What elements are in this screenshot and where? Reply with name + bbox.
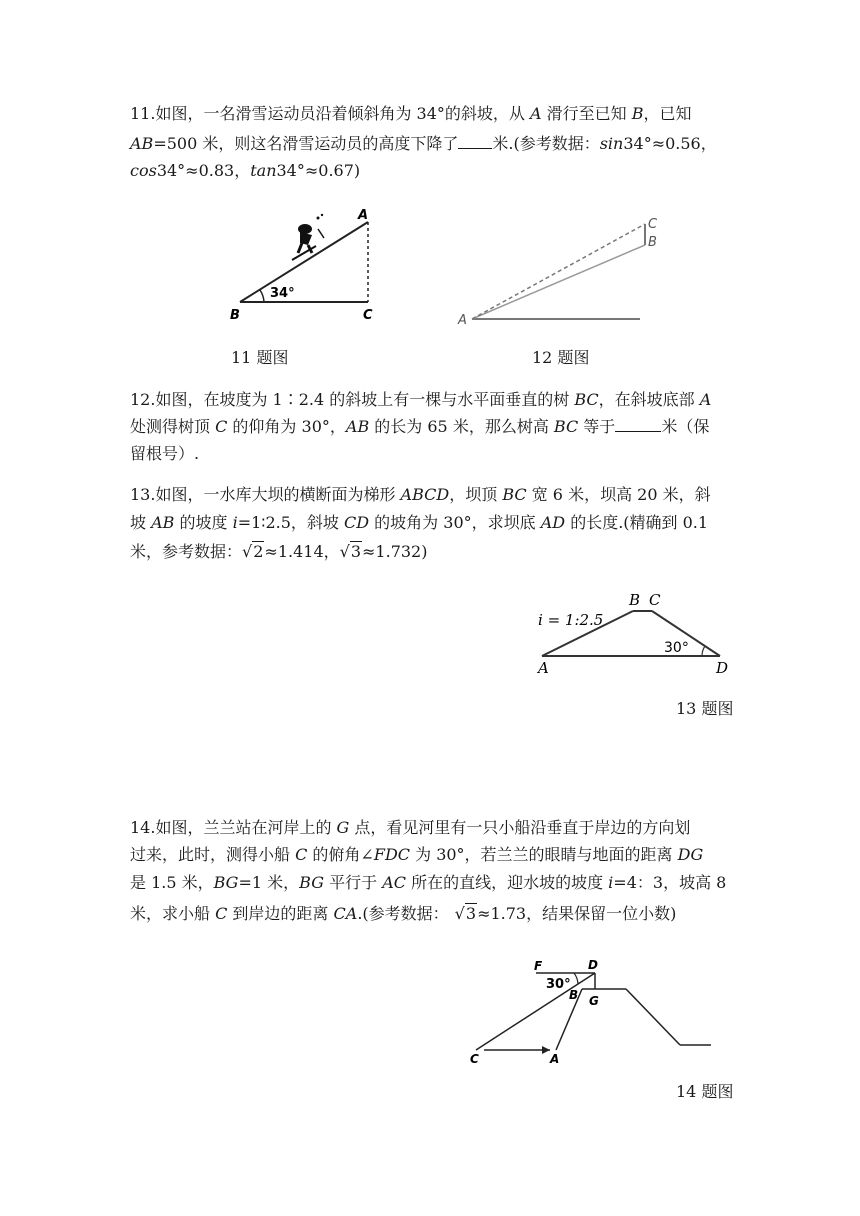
slope-i: i [608,873,614,892]
point-c: C [215,417,228,436]
label-a: A [538,659,549,677]
radicand: 3 [350,542,362,561]
text: =1 米， [238,873,300,892]
point-g: G [336,818,350,837]
label-a: A [458,313,467,328]
angle-label: 34° [270,286,295,301]
label-a: A [550,1052,560,1066]
text: 米，参考数据： [130,542,243,561]
sqrt-3: √3 [454,904,477,923]
point-b: B [631,104,644,123]
caption-11: 11 题图 [231,348,289,367]
caption-12: 12 题图 [532,348,590,367]
text: ，在斜坡底部 [598,390,700,409]
caption-14: 14 题图 [676,1082,734,1101]
segment-bg: BG [299,873,324,892]
figure-12 [450,210,670,330]
q11-line-3 [130,160,360,182]
point-a: A [529,104,542,123]
label-f: F [534,959,543,973]
q12-line-1 [130,389,711,411]
text: 点，看见河里有一只小船沿垂直于岸边的方向划 [349,818,691,837]
radicand: 2 [253,542,264,561]
point-c: C [215,904,228,923]
text: 11.如图，一名滑雪运动员沿着倾斜角为 34°的斜坡，从 [130,104,530,123]
sqrt-3: √3 [339,542,362,561]
right-slope [626,989,680,1045]
figure-14 [462,952,722,1072]
q12-line-3: 留根号）. [130,444,200,463]
segment-bc: BC [553,417,579,436]
tan-label: tan [250,161,277,180]
text: 34°≈0.67) [276,161,361,180]
cos-label: cos [130,161,157,180]
q13-line-1 [130,484,711,506]
angle-arc [702,646,705,656]
text: 宽 6 米，坝高 20 米，斜 [526,485,711,504]
slope-i: i [232,513,238,532]
label-b: B [648,235,657,250]
text: =4：3，坡高 8 [613,873,727,892]
text: 的仰角为 30°， [227,417,346,436]
label-a: A [358,208,369,223]
label-c: C [470,1052,479,1066]
q11-line-2 [130,133,717,155]
q13-line-2 [130,512,708,534]
text: 14.如图，兰兰站在河岸上的 [130,818,337,837]
text: 是 1.5 米， [130,873,214,892]
segment-ab: AB [151,513,175,532]
text: =1∶2.5，斜坡 [237,513,345,532]
point-a: A [699,390,712,409]
segment-bg: BG [213,873,239,892]
text: 的长度.(精确到 0.1 [565,513,709,532]
text: 米.(参考数据： [492,134,600,153]
text: 的坡度 [174,513,233,532]
sightline-dc [476,973,595,1050]
text: 坡 [130,513,152,532]
text: 为 30°，若兰兰的眼睛与地面的距离 [410,845,678,864]
slope-label: i = 1:2.5 [538,611,604,629]
q12-line-2 [130,416,709,438]
text: 等于 [578,417,616,436]
text: 34°≈0.83， [156,161,251,180]
text: ≈1.414， [264,542,340,561]
text: ，坝顶 [449,485,503,504]
text: 所在的直线，迎水坡的坡度 [405,873,609,892]
angle-arc [260,290,264,302]
angle-label: 30° [546,977,571,992]
caption-13: 13 题图 [676,699,734,718]
text: 处测得树顶 [130,417,216,436]
text: =500 米，则这名滑雪运动员的高度下降了 [153,134,459,153]
radicand: 3 [465,904,477,923]
q11-line-1 [130,103,692,125]
arrow-head-icon [542,1046,550,1054]
label-b: B [569,988,579,1002]
segment-cd: CD [344,513,370,532]
text: ≈1.73，结果保留一位小数) [477,904,677,923]
q13-line-3 [130,541,427,563]
text: 34°≈0.56， [623,134,717,153]
sin-label: sin [599,134,624,153]
label-g: G [589,994,599,1008]
sqrt-2: √2 [242,542,264,561]
label-c: C [363,308,373,323]
answer-blank[interactable] [615,417,661,432]
text: .(参考数据： [357,904,449,923]
point-c: C [295,845,308,864]
label-d: D [588,958,598,972]
segment-ca: CA [333,904,358,923]
angle-fdc: FDC [373,845,411,864]
segment-bc: BC [574,390,599,409]
text: 的长为 65 米，那么树高 [369,417,554,436]
label-c: C [649,591,661,609]
text: 滑行至已知 [541,104,632,123]
answer-blank[interactable] [458,134,492,149]
text: 的俯角∠ [307,845,374,864]
q14-line-4 [130,903,676,925]
text: ≈1.732) [362,542,428,561]
text: ，已知 [643,104,692,123]
segment-ab: AB [345,417,370,436]
segment-bc: BC [502,485,527,504]
segment-dg: DG [677,845,704,864]
segment-ab: AB [130,134,154,153]
text: 过来，此时，测得小船 [130,845,296,864]
trapezoid-abcd: ABCD [400,485,450,504]
label-b: B [629,591,641,609]
label-c: C [648,217,658,232]
label-d: D [716,659,729,677]
segment-ac: AC [382,873,406,892]
figure-11 [220,205,390,325]
angle-arc [574,973,578,984]
text: 米，求小船 [130,904,216,923]
label-b: B [230,308,240,323]
sightline-ac [472,224,645,319]
text: 13.如图，一水库大坝的横断面为梯形 [130,485,401,504]
text: 米（保 [661,417,710,436]
segment-ad: AD [540,513,566,532]
text: 12.如图，在坡度为 1∶2.4 的斜坡上有一棵与水平面垂直的树 [130,390,575,409]
q14-line-2 [130,844,703,866]
angle-label: 30° [664,640,689,656]
text: 平行于 [324,873,383,892]
q14-line-1 [130,817,690,839]
slope-ab [472,245,645,319]
text: 到岸边的距离 [227,904,334,923]
figure-13 [530,585,740,680]
q14-line-3 [130,872,726,894]
text: 的坡角为 30°，求坝底 [369,513,541,532]
